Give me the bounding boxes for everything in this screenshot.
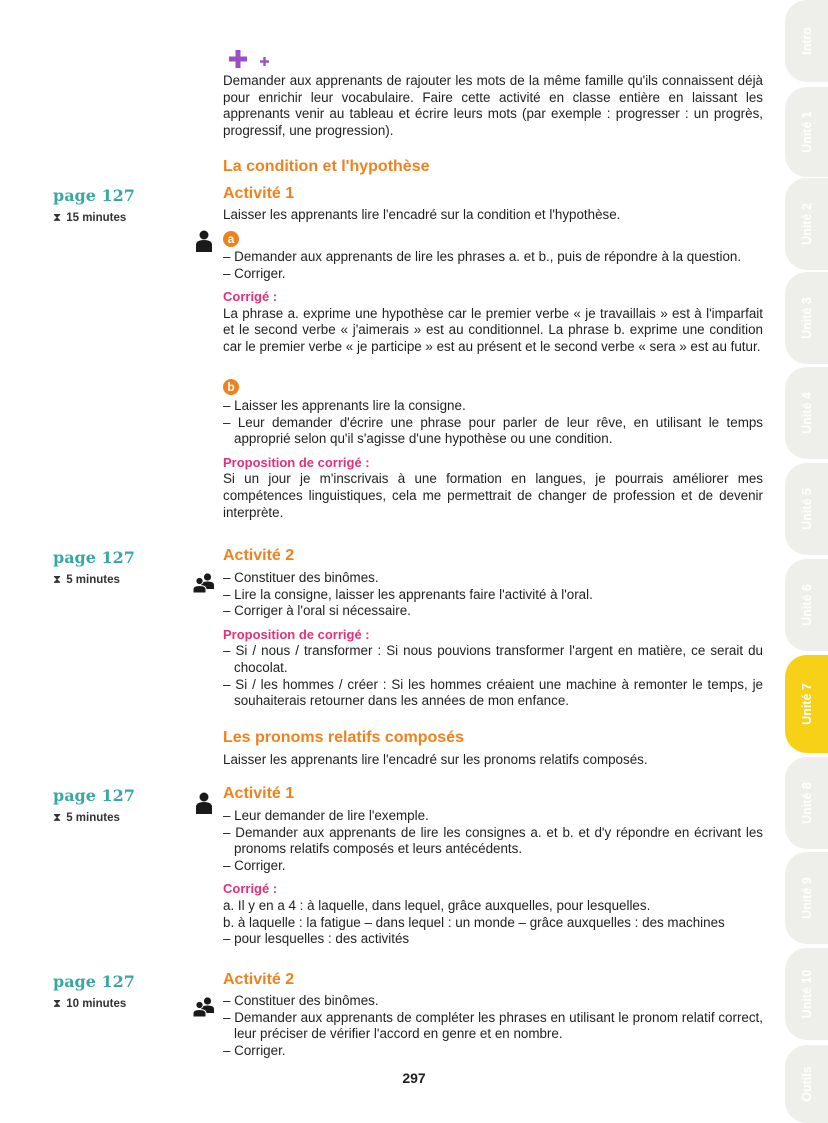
hourglass-icon: ⧗ — [53, 212, 62, 224]
activity-steps — [223, 808, 763, 948]
section-title-pronoms: Les pronoms relatifs composés — [223, 729, 464, 746]
tab-label: Unité 10 — [799, 969, 814, 1019]
activity-steps — [223, 993, 763, 1059]
proposition-text: Si un jour je m'inscrivais à une formation en langues, je pourrais améliorer mes compétences linguistiques, cela me permettrait de changer de profession et de devenir interprète. — [223, 471, 763, 520]
activity-title: Activité 1 — [223, 185, 295, 202]
step: – Lire la consigne, laisser les apprenants faire l'activité à l'oral. — [223, 586, 593, 602]
page-number: 297 — [402, 1070, 426, 1086]
tab-label: Intro — [799, 27, 814, 55]
proposition-label: Proposition de corrigé : — [223, 454, 370, 470]
tab-unite-4[interactable] — [785, 367, 828, 459]
tab-unite-9[interactable] — [785, 852, 828, 944]
plus-small-icon — [260, 53, 269, 62]
tab-unite-3[interactable] — [785, 272, 828, 364]
duration — [53, 998, 126, 1011]
badge-a: a — [223, 231, 239, 247]
section-title-condition: La condition et l'hypothèse — [223, 158, 430, 175]
tab-unite-7[interactable] — [785, 655, 828, 753]
tab-label: Unité 7 — [799, 683, 814, 725]
plus-block — [223, 73, 763, 139]
tab-intro[interactable] — [785, 0, 828, 82]
step: – Demander aux apprenants de compléter les phrases en utilisant le pronom relatif correct, leur préciser de vérifier l'accord en genre et en nombre. — [223, 1009, 763, 1042]
duration-text: 5 minutes — [66, 574, 120, 586]
tab-label: Unité 8 — [799, 782, 814, 824]
tab-unite-1[interactable] — [785, 87, 828, 177]
tab-label: Unité 2 — [799, 203, 814, 245]
person-icon — [196, 230, 212, 252]
tab-unite-5[interactable] — [785, 463, 828, 555]
corrige-label: Corrigé : — [223, 289, 278, 305]
tab-label: Unité 1 — [799, 111, 814, 153]
proposition-label: Proposition de corrigé : — [223, 626, 370, 642]
pair-icon — [192, 997, 216, 1017]
proposition-item: – Si / les hommes / créer : Si les hommes créaient une machine à remonter le temps, je souhaiterais retourner dans les années de mon enfance. — [223, 676, 763, 709]
step: – Laisser les apprenants lire la consigne. — [223, 398, 466, 413]
tab-unite-2[interactable] — [785, 178, 828, 270]
step: – Demander aux apprenants de lire les phrases a. et b., puis de répondre à la question. — [223, 249, 742, 264]
tab-unite-10[interactable] — [785, 948, 828, 1040]
page-reference: page 127 — [53, 786, 135, 805]
step: – Demander aux apprenants de lire les consignes a. et b. et d'y répondre en écrivant les pronoms relatifs composés et leurs antécédents. — [223, 824, 763, 857]
step: – Corriger. — [223, 1042, 286, 1058]
activity-title: Activité 1 — [223, 785, 295, 802]
tab-label: Unité 5 — [799, 488, 814, 530]
page-reference: page 127 — [53, 972, 135, 991]
activity-steps-a — [223, 249, 763, 356]
step: – Corriger. — [223, 265, 286, 281]
corrige-label: Corrigé : — [223, 881, 278, 897]
section-intro: Laisser les apprenants lire l'encadré sur les pronoms relatifs composés. — [223, 752, 648, 767]
activity-intro: Laisser les apprenants lire l'encadré sur la condition et l'hypothèse. — [223, 207, 621, 222]
tab-label: Outils — [799, 1066, 814, 1102]
corrige-line: a. Il y en a 4 : à laquelle, dans lequel, grâce auxquelles, pour lesquelles. — [223, 897, 651, 913]
hourglass-icon: ⧗ — [53, 998, 62, 1010]
activity-steps — [223, 570, 763, 710]
duration-text: 15 minutes — [66, 212, 127, 224]
activity-steps-b — [223, 398, 763, 521]
duration — [53, 212, 126, 225]
step: – Leur demander d'écrire une phrase pour parler de leur rêve, en utilisant le temps approprié selon qu'il s'agisse d'une hypothèse ou une condition. — [223, 414, 763, 447]
badge-b: b — [223, 379, 239, 395]
tab-unite-6[interactable] — [785, 559, 828, 651]
step: – Constituer des binômes. — [223, 993, 379, 1008]
tab-label: Unité 9 — [799, 877, 814, 919]
tab-label: Unité 3 — [799, 297, 814, 339]
pair-icon — [192, 573, 216, 593]
step: – Constituer des binômes. — [223, 570, 379, 585]
proposition-item: – Si / nous / transformer : Si nous pouvions transformer l'argent en matière, ce serait du chocolat. — [223, 643, 763, 675]
activity-title: Activité 2 — [223, 971, 295, 988]
person-icon — [196, 792, 212, 814]
duration — [53, 574, 120, 587]
step: – Leur demander de lire l'exemple. — [223, 808, 429, 823]
tab-label: Unité 6 — [799, 584, 814, 626]
page-reference: page 127 — [53, 548, 135, 567]
step: – Corriger. — [223, 857, 286, 873]
tab-outils[interactable] — [785, 1045, 828, 1123]
hourglass-icon: ⧗ — [53, 574, 62, 586]
plus-icon — [229, 50, 247, 68]
page-reference: page 127 — [53, 186, 135, 205]
corrige-text: La phrase a. exprime une hypothèse car le premier verbe « je travaillais » est à l'imparfait et le second verbe « j'aimerais » est au conditionnel. La phrase b. exprime une condition car le premier verbe « je participe » est au présent et le second verbe « sera » est au futur. — [223, 305, 763, 354]
duration-text: 10 minutes — [66, 998, 127, 1010]
tab-label: Unité 4 — [799, 392, 814, 434]
plus-text: Demander aux apprenants de rajouter les mots de la même famille qu'ils connaissent déjà pour enrichir leur vocabulaire. Faire cette activité en classe entière en laissant les apprenants venir au tableau et écrire leurs mots (par exemple : progresser : un progrès, progressif, une progression). — [223, 73, 763, 138]
duration — [53, 812, 120, 825]
duration-text: 5 minutes — [66, 812, 120, 824]
tab-unite-8[interactable] — [785, 757, 828, 849]
activity-title: Activité 2 — [223, 547, 295, 564]
corrige-line: – pour lesquelles : des activités — [223, 931, 410, 947]
corrige-line: b. à laquelle : la fatigue – dans lequel : un monde – grâce auxquelles : des machines — [223, 914, 725, 930]
hourglass-icon: ⧗ — [53, 812, 62, 824]
step: – Corriger à l'oral si nécessaire. — [223, 603, 411, 619]
